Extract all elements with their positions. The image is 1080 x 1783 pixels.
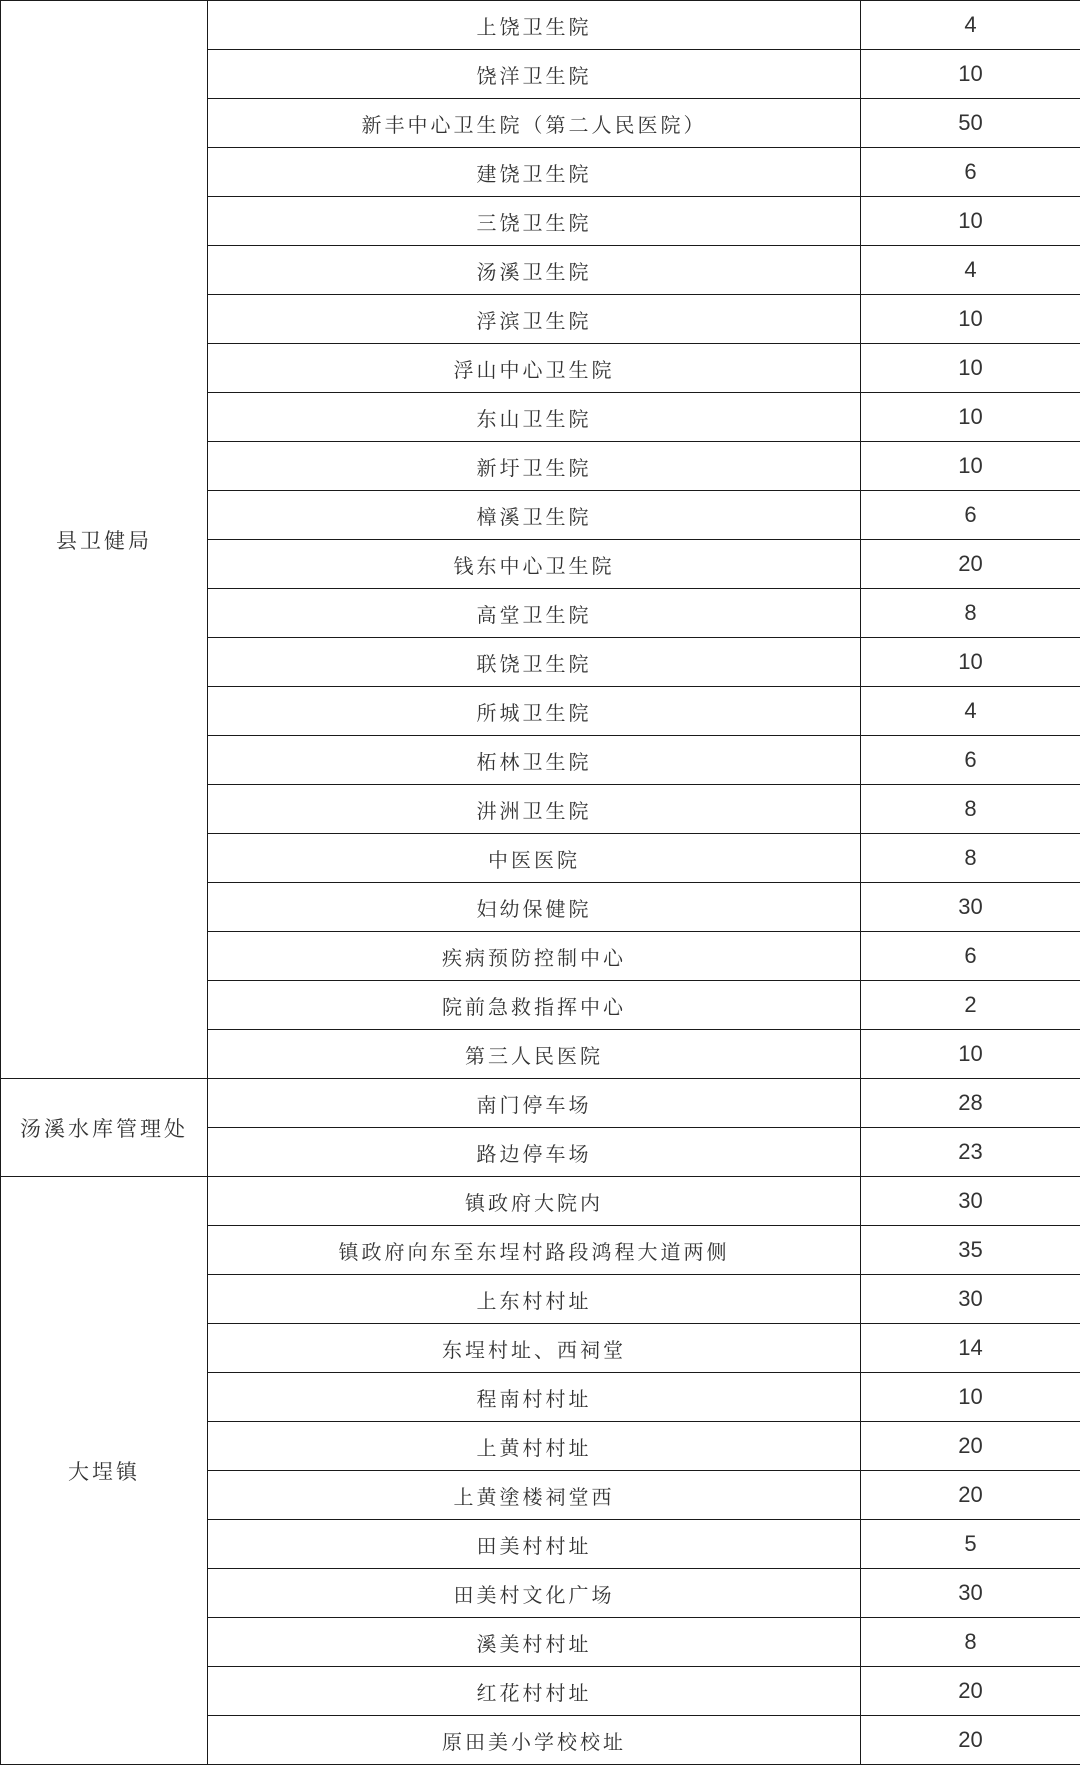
count-cell: 10 xyxy=(861,295,1080,344)
site-name-cell: 溪美村村址 xyxy=(208,1618,861,1667)
site-name-cell: 疾病预防控制中心 xyxy=(208,932,861,981)
site-name-cell: 三饶卫生院 xyxy=(208,197,861,246)
site-name-cell: 田美村文化广场 xyxy=(208,1569,861,1618)
site-name-cell: 建饶卫生院 xyxy=(208,148,861,197)
site-name-cell: 院前急救指挥中心 xyxy=(208,981,861,1030)
site-name-cell: 镇政府大院内 xyxy=(208,1177,861,1226)
site-name-cell: 浮滨卫生院 xyxy=(208,295,861,344)
site-name-cell: 田美村村址 xyxy=(208,1520,861,1569)
count-cell: 30 xyxy=(861,1569,1080,1618)
count-cell: 30 xyxy=(861,1177,1080,1226)
site-name-cell: 原田美小学校校址 xyxy=(208,1716,861,1765)
count-cell: 10 xyxy=(861,344,1080,393)
count-cell: 28 xyxy=(861,1079,1080,1128)
count-cell: 10 xyxy=(861,1030,1080,1079)
site-name-cell: 高堂卫生院 xyxy=(208,589,861,638)
count-cell: 2 xyxy=(861,981,1080,1030)
count-cell: 6 xyxy=(861,932,1080,981)
count-cell: 10 xyxy=(861,1373,1080,1422)
site-name-cell: 饶洋卫生院 xyxy=(208,50,861,99)
site-name-cell: 联饶卫生院 xyxy=(208,638,861,687)
site-name-cell: 上黄塗楼祠堂西 xyxy=(208,1471,861,1520)
count-cell: 4 xyxy=(861,1,1080,50)
count-cell: 20 xyxy=(861,540,1080,589)
count-cell: 4 xyxy=(861,246,1080,295)
count-cell: 20 xyxy=(861,1716,1080,1765)
site-name-cell: 新圩卫生院 xyxy=(208,442,861,491)
site-name-cell: 上东村村址 xyxy=(208,1275,861,1324)
count-cell: 35 xyxy=(861,1226,1080,1275)
count-cell: 50 xyxy=(861,99,1080,148)
count-cell: 14 xyxy=(861,1324,1080,1373)
count-cell: 5 xyxy=(861,1520,1080,1569)
count-cell: 8 xyxy=(861,589,1080,638)
site-name-cell: 红花村村址 xyxy=(208,1667,861,1716)
count-cell: 6 xyxy=(861,736,1080,785)
table-row xyxy=(1,1177,1080,1226)
site-name-cell: 程南村村址 xyxy=(208,1373,861,1422)
count-cell: 20 xyxy=(861,1471,1080,1520)
count-cell: 4 xyxy=(861,687,1080,736)
table-row xyxy=(1,1,1080,50)
site-name-cell: 镇政府向东至东埕村路段鸿程大道两侧 xyxy=(208,1226,861,1275)
site-name-cell: 妇幼保健院 xyxy=(208,883,861,932)
count-cell: 10 xyxy=(861,638,1080,687)
group-name-cell: 大埕镇 xyxy=(1,1177,208,1765)
site-name-cell: 第三人民医院 xyxy=(208,1030,861,1079)
site-name-cell: 柘林卫生院 xyxy=(208,736,861,785)
count-cell: 6 xyxy=(861,491,1080,540)
table-row xyxy=(1,1079,1080,1128)
site-name-cell: 新丰中心卫生院（第二人民医院） xyxy=(208,99,861,148)
group-name-cell: 汤溪水库管理处 xyxy=(1,1079,208,1177)
site-name-cell: 钱东中心卫生院 xyxy=(208,540,861,589)
count-cell: 8 xyxy=(861,785,1080,834)
count-cell: 30 xyxy=(861,883,1080,932)
count-cell: 10 xyxy=(861,442,1080,491)
count-cell: 10 xyxy=(861,197,1080,246)
site-name-cell: 东埕村址、西祠堂 xyxy=(208,1324,861,1373)
site-name-cell: 浮山中心卫生院 xyxy=(208,344,861,393)
site-name-cell: 上饶卫生院 xyxy=(208,1,861,50)
count-cell: 10 xyxy=(861,393,1080,442)
site-name-cell: 汤溪卫生院 xyxy=(208,246,861,295)
site-name-cell: 中医医院 xyxy=(208,834,861,883)
group-name-cell: 县卫健局 xyxy=(1,1,208,1079)
site-name-cell: 上黄村村址 xyxy=(208,1422,861,1471)
count-cell: 20 xyxy=(861,1667,1080,1716)
site-name-cell: 汫洲卫生院 xyxy=(208,785,861,834)
site-name-cell: 东山卫生院 xyxy=(208,393,861,442)
count-cell: 30 xyxy=(861,1275,1080,1324)
count-cell: 6 xyxy=(861,148,1080,197)
count-cell: 23 xyxy=(861,1128,1080,1177)
count-cell: 8 xyxy=(861,1618,1080,1667)
table-body xyxy=(1,1,1080,1765)
site-name-cell: 路边停车场 xyxy=(208,1128,861,1177)
count-cell: 8 xyxy=(861,834,1080,883)
count-cell: 10 xyxy=(861,50,1080,99)
count-cell: 20 xyxy=(861,1422,1080,1471)
site-name-cell: 南门停车场 xyxy=(208,1079,861,1128)
site-name-cell: 樟溪卫生院 xyxy=(208,491,861,540)
site-name-cell: 所城卫生院 xyxy=(208,687,861,736)
